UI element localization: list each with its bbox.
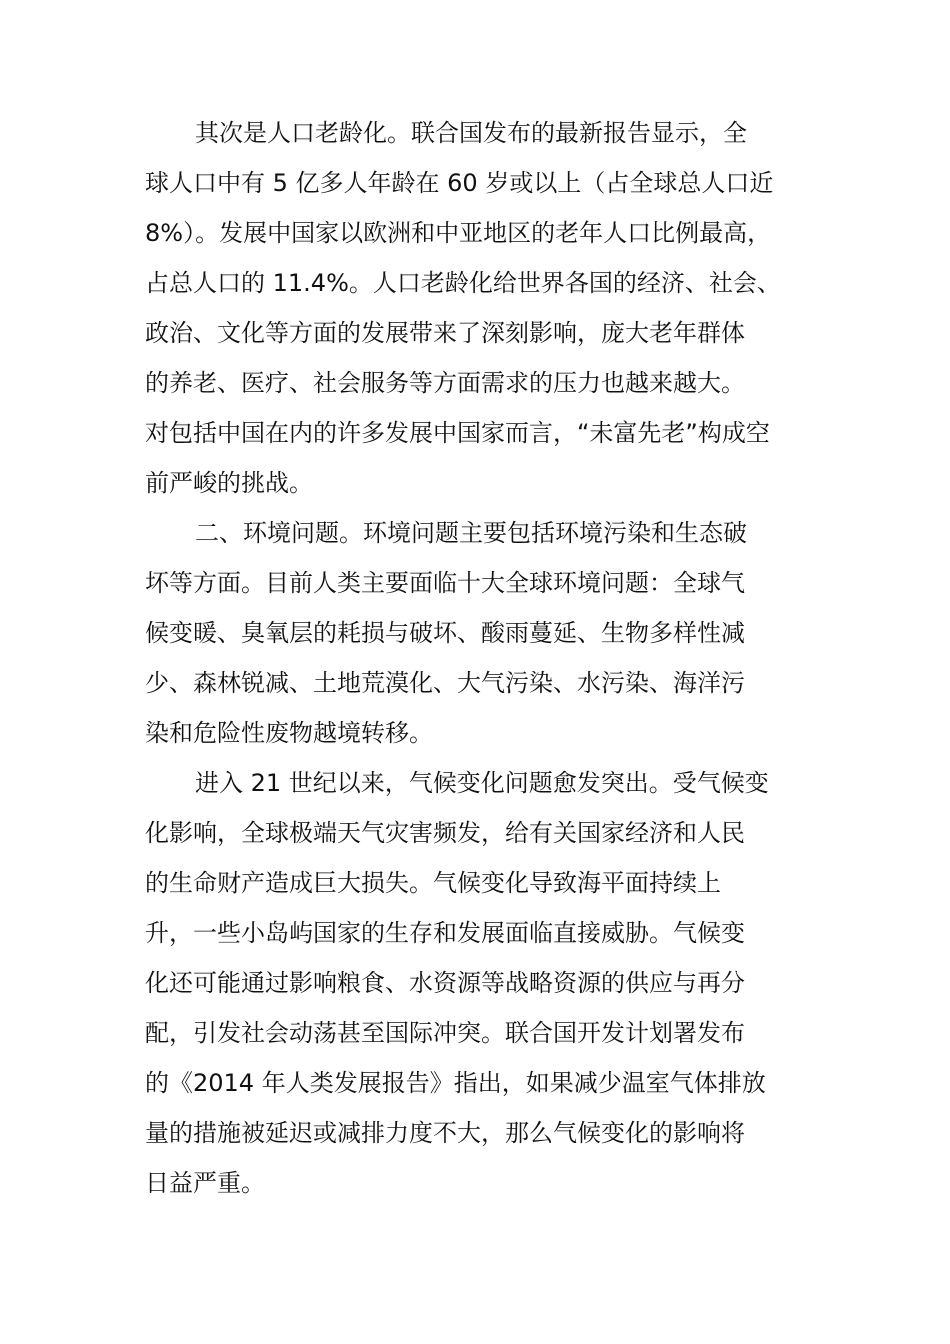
text-line: 球人口中有 5 亿多人年龄在 60 岁或以上（占全球总人口近 — [145, 169, 774, 197]
document-body — [145, 108, 805, 1208]
text-line: 候变暖、臭氧层的耗损与破坏、酸雨蔓延、生物多样性减 — [145, 619, 745, 647]
text-line: 二、环境问题。环境问题主要包括环境污染和生态破 — [195, 519, 747, 547]
text-line: 的生命财产造成巨大损失。气候变化导致海平面持续上 — [145, 869, 721, 897]
text-line: 8%）。发展中国家以欧洲和中亚地区的老年人口比例最高， — [145, 219, 772, 247]
text-line: 少、森林锐减、土地荒漠化、大气污染、水污染、海洋污 — [145, 669, 745, 697]
paragraph-environment-issues — [145, 508, 805, 758]
text-line: 日益严重。 — [145, 1169, 265, 1197]
text-line: 的养老、医疗、社会服务等方面需求的压力也越来越大。 — [145, 369, 745, 397]
paragraph-population-aging — [145, 108, 805, 508]
text-line: 进入 21 世纪以来，气候变化问题愈发突出。受气候变 — [195, 769, 769, 797]
text-line: 占总人口的 11.4%。人口老龄化给世界各国的经济、社会、 — [145, 269, 781, 297]
text-line: 其次是人口老龄化。联合国发布的最新报告显示，全 — [195, 119, 747, 147]
text-line: 对包括中国在内的许多发展中国家而言，“未富先老”构成空 — [145, 419, 770, 447]
text-line: 染和危险性废物越境转移。 — [145, 719, 433, 747]
text-line: 前严峻的挑战。 — [145, 469, 313, 497]
text-line: 量的措施被延迟或减排力度不大，那么气候变化的影响将 — [145, 1119, 745, 1147]
text-line: 升，一些小岛屿国家的生存和发展面临直接威胁。气候变 — [145, 919, 745, 947]
text-line: 的《2014 年人类发展报告》指出，如果减少温室气体排放 — [145, 1069, 766, 1097]
text-line: 坏等方面。目前人类主要面临十大全球环境问题：全球气 — [145, 569, 745, 597]
text-line: 化还可能通过影响粮食、水资源等战略资源的供应与再分 — [145, 969, 745, 997]
paragraph-climate-change — [145, 758, 805, 1208]
text-line: 政治、文化等方面的发展带来了深刻影响，庞大老年群体 — [145, 319, 745, 347]
text-line: 化影响，全球极端天气灾害频发，给有关国家经济和人民 — [145, 819, 745, 847]
text-line: 配，引发社会动荡甚至国际冲突。联合国开发计划署发布 — [145, 1019, 745, 1047]
